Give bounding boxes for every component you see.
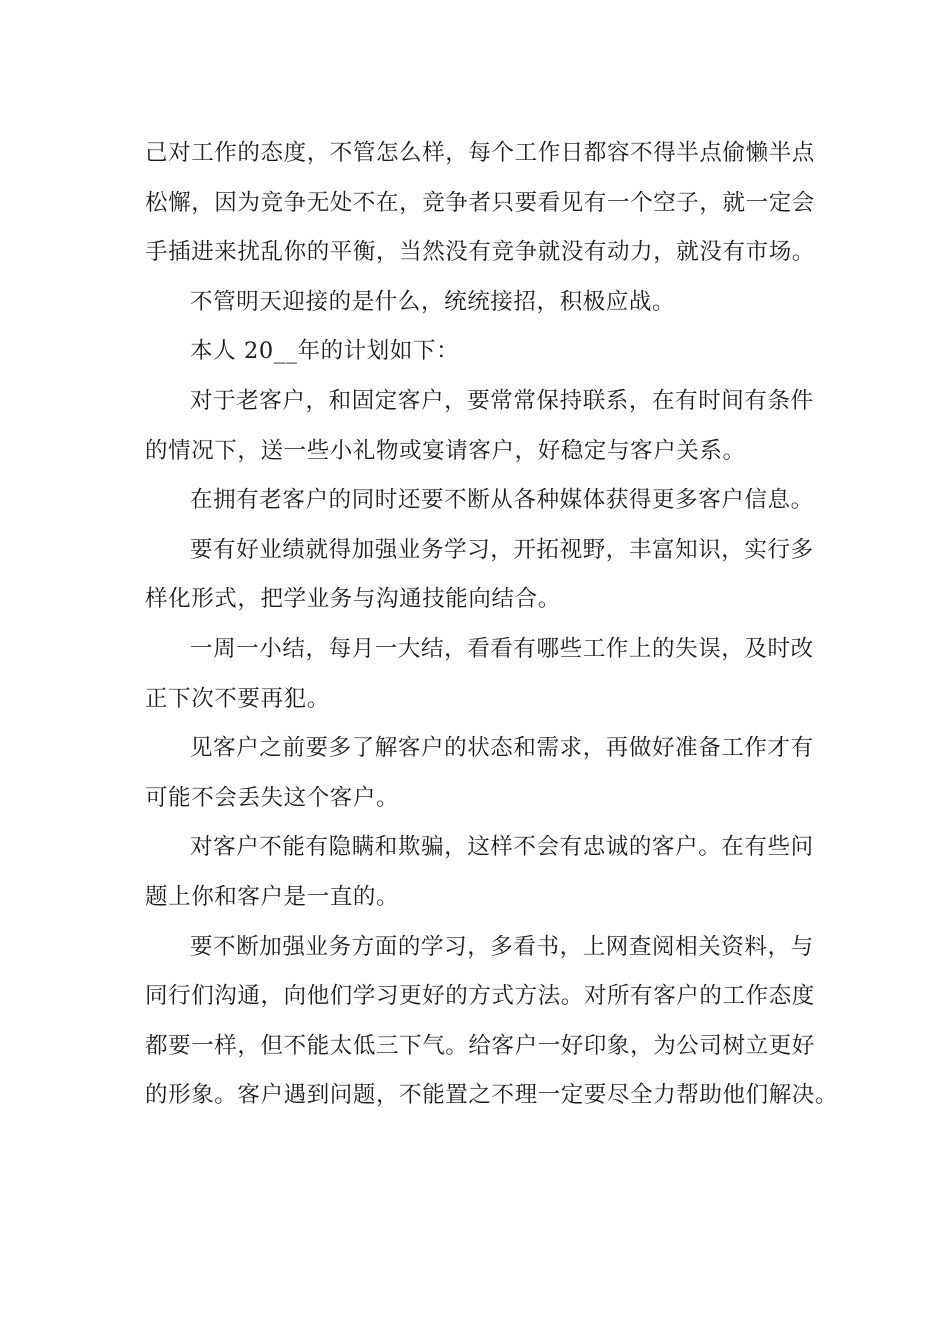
paragraph (145, 526, 835, 625)
text-line: 同行们沟通，向他们学习更好的方式方法。对所有客户的工作态度 (145, 983, 815, 1010)
text-line: 要有好业绩就得加强业务学习，开拓视野，丰富知识，实行多 (190, 536, 814, 563)
text-line: 可能不会丢失这个客户。 (145, 784, 400, 811)
paragraph (145, 823, 835, 922)
text-line: 要不断加强业务方面的学习，多看书，上网查阅相关资料，与 (190, 933, 814, 960)
text-line: 的情况下，送一些小礼物或宴请客户，好稳定与客户关系。 (145, 437, 746, 464)
paragraph (145, 476, 835, 526)
text-line: 都要一样，但不能太低三下气。给客户一好印象，为公司树立更好 (145, 1032, 815, 1059)
text-line: 不管明天迎接的是什么，统统接招，积极应战。 (190, 288, 676, 315)
paragraph (145, 278, 835, 328)
text-line: 的形象。客户遇到问题，不能置之不理一定要尽全力帮助他们解决。 (145, 1082, 839, 1109)
text-line: 对于老客户，和固定客户，要常常保持联系，在有时间有条件 (190, 387, 814, 414)
paragraph (145, 327, 835, 377)
paragraph (145, 724, 835, 823)
paragraph (145, 377, 835, 476)
text-line: 松懈，因为竞争无处不在，竞争者只要看见有一个空子，就一定会 (145, 189, 815, 216)
text-line: 本人 20__年的计划如下： (190, 338, 460, 365)
text-line: 在拥有老客户的同时还要不断从各种媒体获得更多客户信息。 (190, 487, 814, 514)
text-line: 题上你和客户是一直的。 (145, 883, 400, 910)
paragraph (145, 129, 835, 278)
paragraph (145, 625, 835, 724)
paragraph (145, 923, 839, 1121)
text-line: 手插进来扰乱你的平衡，当然没有竞争就没有动力，就没有市场。 (145, 239, 815, 266)
text-line: 己对工作的态度，不管怎么样，每个工作日都容不得半点偷懒半点 (145, 140, 815, 166)
text-line: 正下次不要再犯。 (145, 685, 330, 712)
text-line: 对客户不能有隐瞒和欺骗，这样不会有忠诚的客户。在有些问 (190, 834, 814, 861)
text-line: 样化形式，把学业务与沟通技能向结合。 (145, 586, 561, 613)
text-line: 见客户之前要多了解客户的状态和需求，再做好准备工作才有 (190, 735, 814, 762)
text-line: 一周一小结，每月一大结，看看有哪些工作上的失误，及时改 (190, 635, 814, 662)
document-body (145, 129, 839, 1121)
